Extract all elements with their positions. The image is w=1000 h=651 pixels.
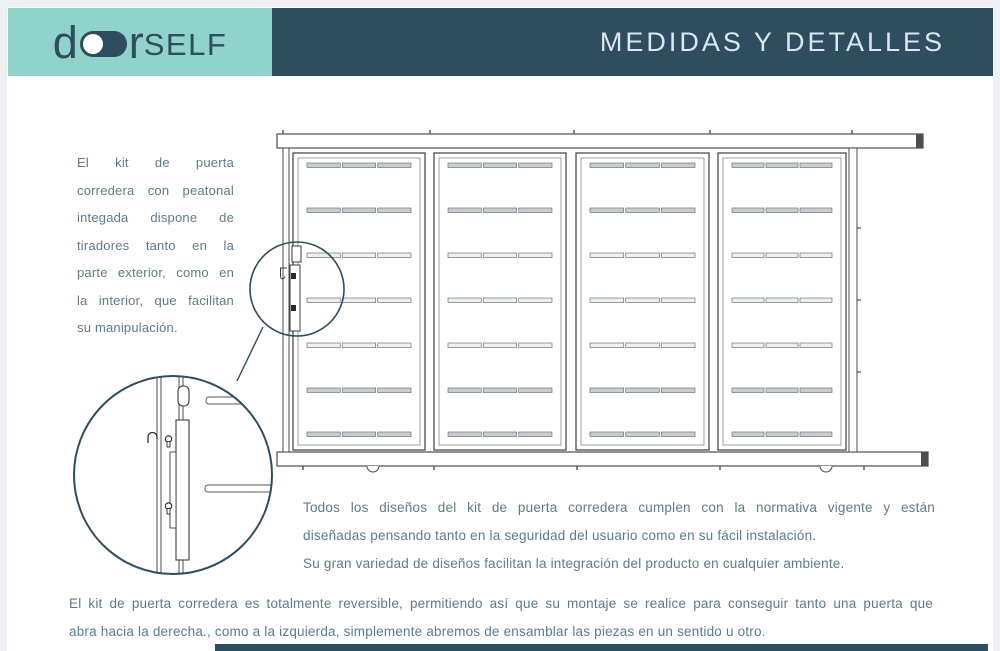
panel-slat (342, 343, 375, 348)
panel-slat (732, 253, 764, 258)
panel-slat (626, 253, 660, 258)
panel-slat (590, 163, 624, 168)
footer-line: abra hacia la derecha., como a la izquierda, simplemente abremos de ensamblar las piezas en un sentido u otro. (69, 623, 766, 639)
panel-slat (483, 298, 516, 303)
panel-slat (378, 298, 411, 303)
panel-slat (483, 343, 516, 348)
panel-slat (590, 253, 624, 258)
panel-slat (483, 388, 516, 393)
panel-slat (519, 432, 552, 437)
panel-slat (307, 432, 340, 437)
wheel-left (367, 466, 379, 472)
panel-slat (378, 163, 411, 168)
details-line: Todos los diseños del kit de puerta corredera cumplen con la normativa vigente y están (303, 500, 935, 515)
panel-slat (590, 208, 624, 213)
magnified-slat-bottom (205, 485, 275, 492)
panel-slat (519, 298, 552, 303)
panel-slat (307, 253, 340, 258)
panel-slat (448, 163, 481, 168)
panel-slat (378, 343, 411, 348)
panel-slat (448, 208, 481, 213)
bottom-accent-bar (215, 644, 988, 651)
intro-line: la interior, que facilitan (77, 292, 234, 308)
intro-line: parte exterior, como en (77, 265, 234, 280)
intro-line: integada dispone de (77, 210, 234, 225)
panel-slat (766, 388, 798, 393)
panel-slat (307, 163, 340, 168)
panel-slat (661, 163, 695, 168)
panel-slat (519, 208, 552, 213)
bottom-rail (277, 452, 928, 472)
panel-slat (800, 208, 832, 213)
panel-slat (307, 343, 340, 348)
logo-letter-d: d (52, 16, 78, 68)
panel-slat (590, 343, 624, 348)
panel-slat (448, 388, 481, 393)
panel-slat (590, 388, 624, 393)
lock-plate (176, 420, 189, 560)
panel-slat (732, 298, 764, 303)
panel-slat (448, 432, 481, 437)
panel-slat (342, 388, 375, 393)
footer-paragraph (69, 590, 933, 645)
gate-left-stile (283, 148, 289, 452)
panel-slat (342, 208, 375, 213)
panel-slat (626, 388, 660, 393)
panel-slat (626, 298, 660, 303)
panel-slat (483, 253, 516, 258)
panel-slat (519, 388, 552, 393)
panel-slat (378, 388, 411, 393)
panel-slat (519, 343, 552, 348)
panel-slat (448, 298, 481, 303)
details-line: diseñadas pensando tanto en la seguridad del usuario como en su fácil instalación. (303, 528, 817, 543)
panel-slat (307, 208, 340, 213)
panel-slat (732, 432, 764, 437)
panel-slat (483, 163, 516, 168)
panel-slat (766, 253, 798, 258)
panel-slat (342, 163, 375, 168)
panel-slat (307, 388, 340, 393)
panel-slat (626, 343, 660, 348)
panel-slat (661, 253, 695, 258)
panel-slat (342, 298, 375, 303)
panel-slat (378, 208, 411, 213)
panel-slat (519, 253, 552, 258)
panel-slat (590, 432, 624, 437)
details-paragraph (303, 494, 935, 578)
panel-slat (342, 432, 375, 437)
callout-leader-line (237, 327, 263, 381)
panel-slat (800, 388, 832, 393)
panel-slat (448, 253, 481, 258)
panel-slat (661, 343, 695, 348)
panel-slat (800, 343, 832, 348)
panel-slat (448, 343, 481, 348)
panel-slat (732, 208, 764, 213)
guide-post (849, 148, 861, 452)
panel-slat (626, 163, 660, 168)
panel-slat (342, 253, 375, 258)
intro-line: El kit de puerta (77, 155, 234, 170)
panel-slat (661, 388, 695, 393)
panel-slat (766, 298, 798, 303)
panel-slat (766, 343, 798, 348)
panel-slat (626, 208, 660, 213)
panel-slat (800, 298, 832, 303)
panel-slat (732, 343, 764, 348)
panel-slat (590, 298, 624, 303)
panel-slat (766, 163, 798, 168)
panel-slat (378, 432, 411, 437)
footer-line: El kit de puerta corredera es totalmente reversible, permitiendo así que su montaje se realice para conseguir tanto una puerta que (69, 596, 933, 611)
panel-slat (766, 208, 798, 213)
panel-slat (519, 163, 552, 168)
wheel-right (820, 466, 832, 472)
intro-paragraph (77, 149, 234, 342)
details-line: Su gran variedad de diseños facilitan la integración del producto en cualquier ambiente. (303, 556, 845, 571)
panel-slat (732, 388, 764, 393)
intro-line: su manipulación. (77, 320, 178, 335)
pull-handle (178, 386, 189, 406)
top-rail (277, 130, 923, 148)
panel-slat (378, 253, 411, 258)
panel-slat (800, 253, 832, 258)
panel-slat (800, 432, 832, 437)
panel-slat (800, 163, 832, 168)
panel-slat (732, 163, 764, 168)
detail-callout-large (74, 376, 275, 575)
intro-line: tiradores tanto en la (77, 237, 234, 253)
panel-slat (661, 298, 695, 303)
panel-slat (483, 432, 516, 437)
intro-line: corredera con peatonal (77, 182, 234, 198)
page-title: MEDIDAS Y DETALLES (599, 26, 945, 57)
panel-slat (307, 298, 340, 303)
logo-text-self: SELF (143, 27, 228, 62)
panel-slat (766, 432, 798, 437)
panel-slat (483, 208, 516, 213)
panel-slat (661, 208, 695, 213)
logo-letter-r: r (128, 16, 144, 68)
panel-slat (661, 432, 695, 437)
panel-slat (626, 432, 660, 437)
